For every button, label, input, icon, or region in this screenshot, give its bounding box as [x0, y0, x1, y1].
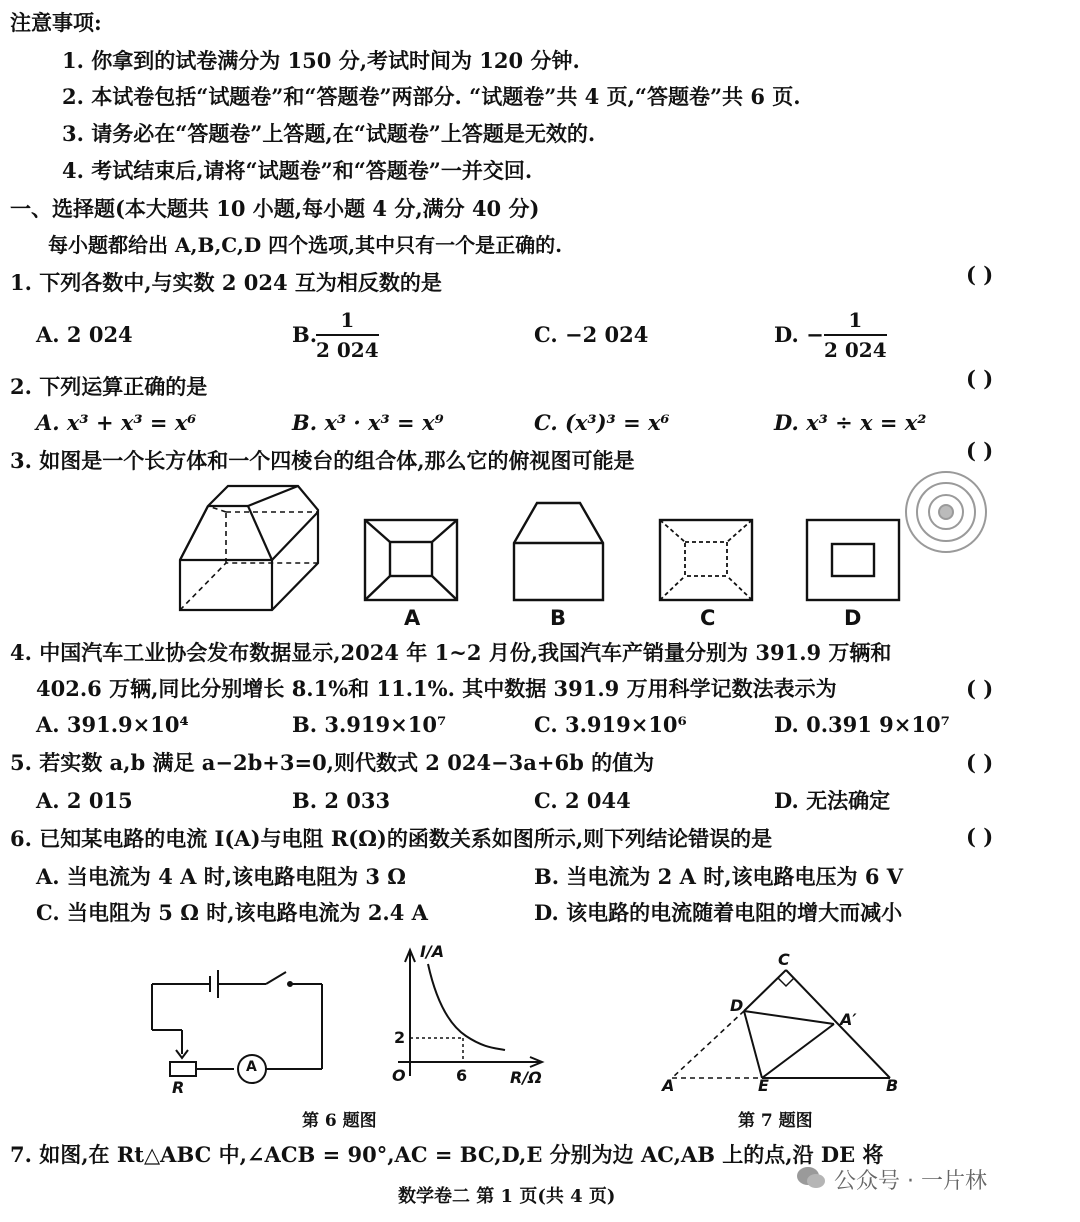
q2-option-a: A. x³ + x³ = x⁶: [36, 410, 197, 435]
q3-solid-figure: [180, 486, 318, 610]
q1-stem: 1. 下列各数中,与实数 2 024 互为相反数的是: [10, 270, 442, 295]
q4-option-a: A. 391.9×10⁴: [36, 712, 189, 737]
fig6-y-tick: 2: [394, 1028, 406, 1047]
q6-option-a: A. 当电流为 4 A 时,该电路电阻为 3 Ω: [36, 864, 406, 889]
q5-option-b: B. 2 033: [292, 788, 391, 813]
q7-stem: 7. 如图,在 Rt△ABC 中,∠ACB = 90°,AC = BC,D,E 分别为边 AC,AB 上的点,沿 DE 将: [10, 1142, 884, 1167]
fig7-caption: 第 7 题图: [738, 1111, 813, 1131]
fig6-caption: 第 6 题图: [302, 1111, 377, 1131]
q2-option-b: B. x³ · x³ = x⁹: [292, 410, 444, 435]
fig7-point-a: A: [662, 1076, 675, 1095]
q2-stem: 2. 下列运算正确的是: [10, 374, 208, 399]
fig7-point-c: C: [778, 950, 790, 969]
q1-d-numerator: 1: [824, 308, 887, 336]
fig6-y-axis-label: I/A: [420, 942, 445, 961]
q6-option-c: C. 当电阻为 5 Ω 时,该电路电流为 2.4 A: [36, 900, 428, 925]
q3-label-c: C: [700, 606, 716, 630]
notice-item-1: 1. 你拿到的试卷满分为 150 分,考试时间为 120 分钟.: [62, 48, 580, 73]
watermark-text: 公众号 · 一片林: [834, 1169, 987, 1194]
q4-option-b: B. 3.919×10⁷: [292, 712, 447, 737]
fig6-ammeter-label: A: [246, 1059, 257, 1075]
notice-item-4: 4. 考试结束后,请将“试题卷”和“答题卷”一并交回.: [62, 158, 533, 183]
fig7-point-a-prime: A′: [840, 1010, 857, 1029]
q1-option-b-prefix: B.: [292, 322, 318, 347]
notice-title: 注意事项:: [10, 10, 102, 35]
q3-option-b-figure: [514, 503, 603, 600]
fig7-point-d: D: [730, 996, 744, 1015]
q2-answer-bracket: ( ): [966, 366, 994, 391]
fig6-x-tick: 6: [456, 1066, 468, 1085]
q1-b-numerator: 1: [316, 308, 379, 336]
notice-item-3: 3. 请务必在“答题卷”上答题,在“试题卷”上答题是无效的.: [62, 121, 596, 146]
q6-stem: 6. 已知某电路的电流 I(A)与电阻 R(Ω)的函数关系如图所示,则下列结论错误的是: [10, 826, 773, 851]
q1-b-denominator: 2 024: [316, 338, 379, 362]
q1-option-a: A. 2 024: [36, 322, 133, 347]
section-title: 一、选择题(本大题共 10 小题,每小题 4 分,满分 40 分): [10, 196, 540, 221]
q6-option-b: B. 当电流为 2 A 时,该电路电压为 6 V: [534, 864, 904, 889]
q5-stem: 5. 若实数 a,b 满足 a−2b+3=0,则代数式 2 024−3a+6b 的值为: [10, 750, 655, 775]
q3-option-d-figure: [807, 520, 899, 600]
q6-option-d: D. 该电路的电流随着电阻的增大而减小: [534, 900, 903, 925]
fig6-resistor-label: R: [172, 1078, 185, 1097]
q4-option-c: C. 3.919×10⁶: [534, 712, 687, 737]
fig7-geometry: [672, 970, 890, 1078]
q3-label-a: A: [404, 606, 421, 630]
fig7-point-e: E: [758, 1076, 769, 1095]
q5-answer-bracket: ( ): [966, 750, 994, 775]
q5-option-a: A. 2 015: [36, 788, 133, 813]
q1-answer-bracket: ( ): [966, 262, 994, 287]
q3-option-c-figure: [660, 520, 752, 600]
q1-option-d-prefix: D. −: [774, 322, 824, 347]
q3-label-d: D: [844, 606, 862, 630]
q3-stem: 3. 如图是一个长方体和一个四棱台的组合体,那么它的俯视图可能是: [10, 448, 635, 473]
fig6-x-axis-label: R/Ω: [510, 1068, 542, 1087]
q4-stem-line2: 402.6 万辆,同比分别增长 8.1%和 11.1%. 其中数据 391.9 万用科学记数法表示为: [36, 676, 837, 701]
q1-d-denominator: 2 024: [824, 338, 887, 362]
fig7-point-b: B: [886, 1076, 899, 1095]
q3-answer-bracket: ( ): [966, 438, 994, 463]
page-footer: 数学卷二 第 1 页(共 4 页): [398, 1186, 616, 1207]
q4-stem-line1: 4. 中国汽车工业协会发布数据显示,2024 年 1~2 月份,我国汽车产销量分别为 391.9 万辆和: [10, 640, 892, 665]
q2-option-d: D. x³ ÷ x = x²: [774, 410, 927, 435]
q5-option-d: D. 无法确定: [774, 788, 891, 813]
q1-option-c: C. −2 024: [534, 322, 649, 347]
q3-label-b: B: [550, 606, 567, 630]
q4-answer-bracket: ( ): [966, 676, 994, 701]
fig6-circuit: [152, 970, 322, 1083]
notice-item-2: 2. 本试卷包括“试题卷”和“答题卷”两部分. “试题卷”共 4 页,“答题卷”共 6 页.: [62, 84, 801, 109]
q3-option-a-figure: [365, 520, 457, 600]
fig6-origin-label: O: [392, 1066, 406, 1085]
q5-option-c: C. 2 044: [534, 788, 631, 813]
stamp-decoration: [906, 472, 986, 552]
wechat-icon: [796, 1166, 826, 1190]
q6-answer-bracket: ( ): [966, 824, 994, 849]
q4-option-d: D. 0.391 9×10⁷: [774, 712, 950, 737]
section-desc: 每小题都给出 A,B,C,D 四个选项,其中只有一个是正确的.: [48, 233, 563, 257]
q2-option-c: C. (x³)³ = x⁶: [534, 410, 670, 435]
fig6-graph: [398, 950, 542, 1076]
